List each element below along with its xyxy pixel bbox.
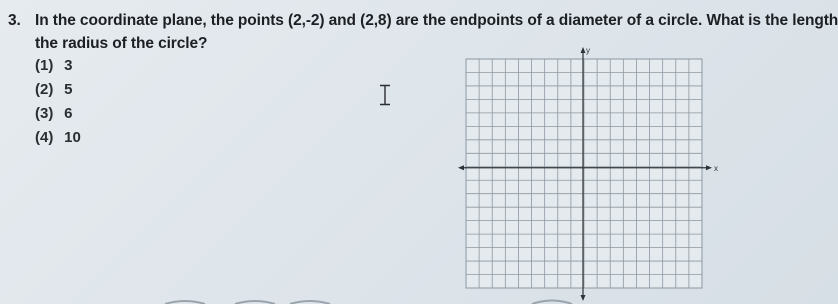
question-text-line-1: In the coordinate plane, the points (2,-2) and (2,8) are the endpoints of a diameter of a circle. What is the length [35, 12, 838, 29]
choice-value: 6 [64, 105, 73, 122]
choice-value: 5 [64, 81, 73, 98]
grid-lines [466, 59, 702, 288]
x-axis-label: x [714, 163, 718, 173]
question-text-line-2: the radius of the circle? [35, 35, 208, 52]
question-number: 3. [8, 12, 21, 29]
answer-choices [35, 54, 81, 150]
coordinate-grid-svg [455, 45, 725, 304]
y-axis-label: y [586, 46, 590, 55]
choice-value: 10 [64, 129, 81, 146]
choice-value: 3 [64, 57, 73, 74]
answer-choice-1[interactable] [35, 54, 81, 78]
answer-choice-2[interactable] [35, 78, 81, 102]
y-axis-arrow-up-icon [581, 47, 586, 53]
x-axis-arrow-right-icon [706, 165, 712, 170]
text-cursor-icon [378, 84, 392, 111]
choice-number: (4) [35, 129, 54, 146]
answer-choice-3[interactable] [35, 102, 81, 126]
bottom-edge-marks [0, 298, 735, 304]
coordinate-grid[interactable] [455, 45, 725, 304]
choice-number: (2) [35, 81, 54, 98]
x-axis-arrow-left-icon [458, 165, 464, 170]
choice-number: (1) [35, 57, 54, 74]
answer-choice-4[interactable] [35, 126, 81, 150]
choice-number: (3) [35, 105, 54, 122]
